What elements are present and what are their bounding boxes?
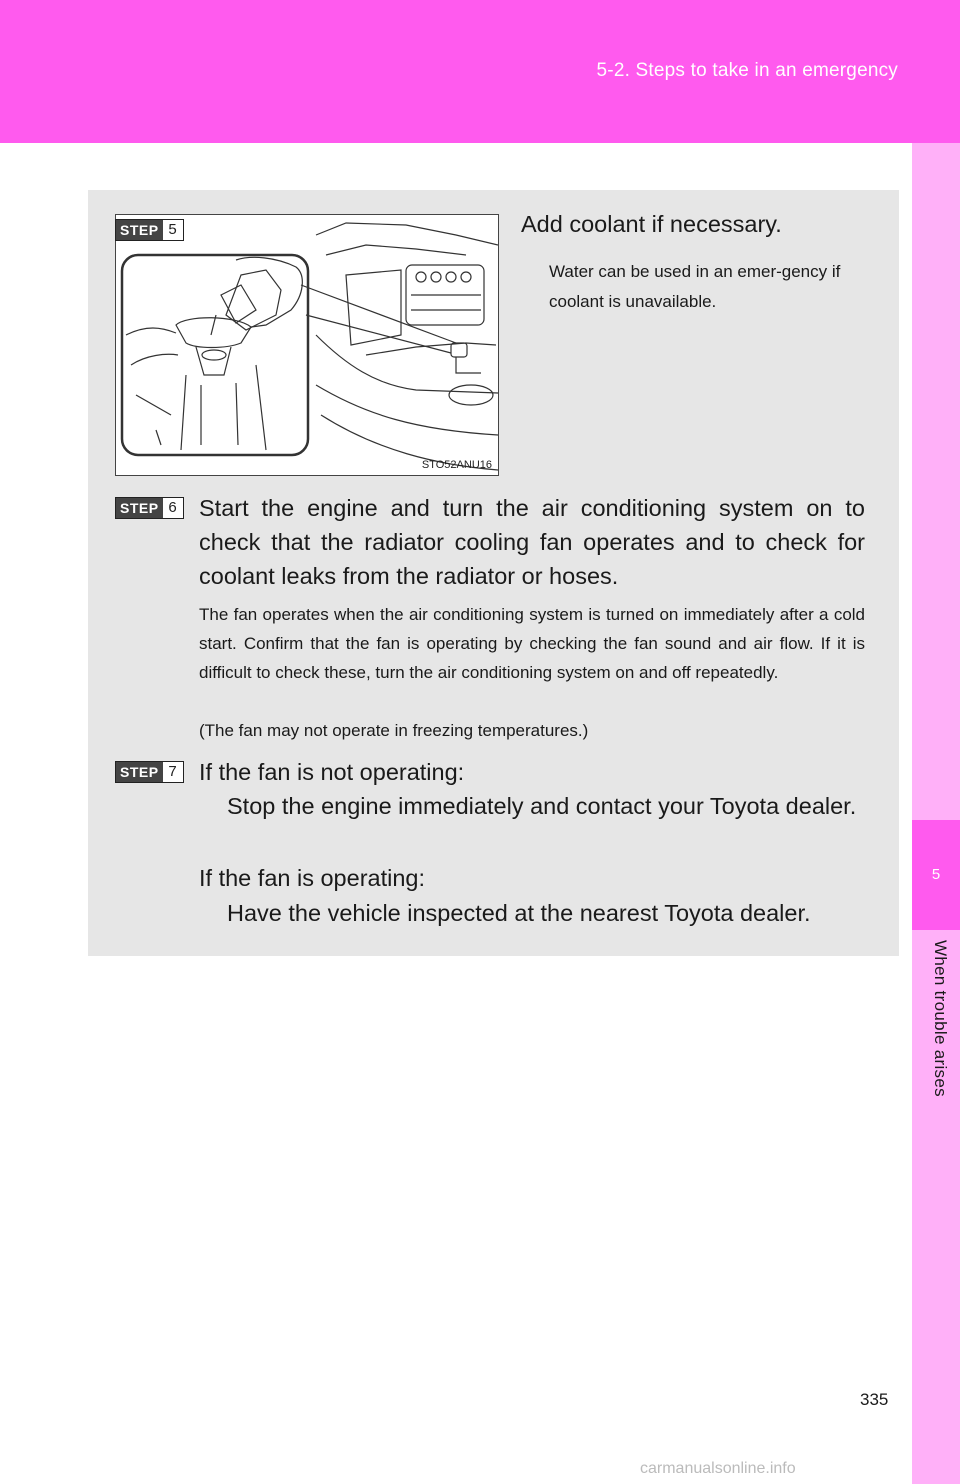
step-6-note: The fan operates when the air conditioning system is turned on immediately after a cold start. Confirm that the fan is operating by checking the fan sound and air flow. If it is difficult to check these, turn the air conditioning system on and off repeatedly. [199,605,865,682]
step-badge-5 [115,219,184,241]
step-badge-word: STEP [116,220,163,240]
step-7-condition-not-operating: If the fan is not operating: [199,759,465,785]
step-5-note: Water can be used in an emer-gency if coolant is unavailable. [549,262,841,311]
step-badge-number: 6 [168,499,177,516]
step-6-instruction: Start the engine and turn the air conditioning system on to check that the radiator cooling fan operates and to check for coolant leaks from the radiator or hoses. [199,495,865,589]
step-badge-number: 7 [168,763,177,780]
chapter-number: 5 [931,866,941,883]
watermark: carmanualsonline.info [640,1460,796,1477]
step-badge-word: STEP [116,498,163,518]
illustration-code: STO52ANU16 [421,459,492,471]
step-7-condition-operating: If the fan is operating: [199,865,426,891]
chapter-side-tab [912,143,960,1484]
section-title: 5-2. Steps to take in an emergency [596,60,898,81]
step-badge-6 [115,497,184,519]
engine-bay-drawing [116,215,498,475]
step-7-action-not-operating: Stop the engine immediately and contact your Toyota dealer. [227,793,857,819]
step-badge-7 [115,761,184,783]
coolant-illustration [115,214,499,476]
step-badge-number: 5 [168,221,177,238]
step-7-action-operating: Have the vehicle inspected at the nearest Toyota dealer. [227,900,811,926]
step-6-note-freezing: (The fan may not operate in freezing temperatures.) [199,721,589,740]
chapter-label: When trouble arises [931,940,950,1097]
step-5-instruction: Add coolant if necessary. [521,211,782,237]
page-number: 335 [860,1390,889,1409]
step-badge-word: STEP [116,762,163,782]
